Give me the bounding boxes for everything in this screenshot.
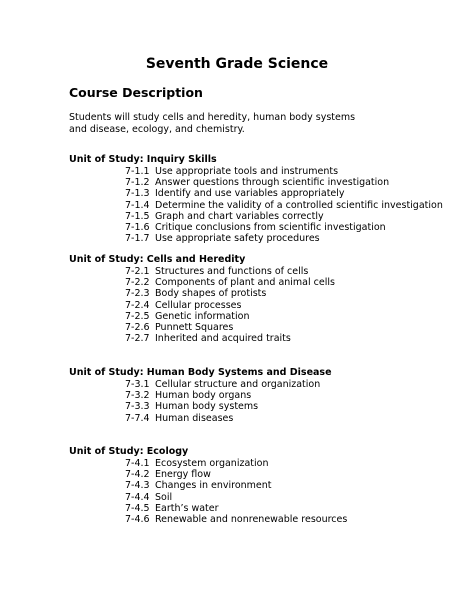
item-code: 7-1.3 — [125, 188, 150, 200]
unit-item-list — [69, 379, 332, 424]
course-description-text: Students will study cells and heredity, human body systems and disease, ecology, and chemistry. — [69, 112, 356, 135]
item-code: 7-1.5 — [125, 210, 150, 222]
list-item — [125, 288, 335, 299]
item-code: 7-2.7 — [125, 333, 150, 345]
item-text: Graph and chart variables correctly — [155, 210, 324, 222]
item-text: Answer questions through scientific investigation — [155, 177, 390, 189]
unit-inquiry-skills — [69, 154, 443, 244]
item-text: Use appropriate tools and instruments — [155, 166, 339, 177]
item-code: 7-4.6 — [125, 514, 150, 526]
list-item — [125, 390, 332, 401]
unit-cells-and-heredity — [69, 254, 335, 344]
item-text: Inherited and acquired traits — [155, 333, 291, 345]
item-text: Human diseases — [155, 412, 234, 424]
list-item — [125, 492, 347, 503]
unit-item-list — [69, 458, 347, 525]
unit-item-list — [69, 266, 335, 344]
item-code: 7-2.4 — [125, 299, 150, 311]
list-item — [125, 379, 332, 390]
item-code: 7-2.6 — [125, 322, 150, 334]
unit-heading: Unit of Study: Ecology — [69, 446, 189, 457]
unit-heading: Unit of Study: Human Body Systems and Disease — [69, 367, 332, 378]
unit-heading: Unit of Study: Cells and Heredity — [69, 254, 246, 265]
list-item — [125, 177, 443, 188]
course-description-heading: Course Description — [69, 85, 203, 100]
item-text: Ecosystem organization — [155, 458, 269, 469]
item-code: 7-1.2 — [125, 177, 150, 189]
item-text: Earth’s water — [155, 502, 219, 514]
item-text: Punnett Squares — [155, 322, 234, 334]
list-item — [125, 233, 443, 244]
list-item — [125, 514, 347, 525]
unit-heading: Unit of Study: Inquiry Skills — [69, 154, 217, 165]
item-text: Human body systems — [155, 401, 259, 413]
item-code: 7-3.2 — [125, 390, 150, 402]
list-item — [125, 469, 347, 480]
item-text: Body shapes of protists — [155, 288, 267, 300]
item-text: Genetic information — [155, 310, 250, 322]
list-item — [125, 503, 347, 514]
list-item — [125, 322, 335, 333]
list-item — [125, 300, 335, 311]
item-text: Components of plant and animal cells — [155, 277, 335, 289]
item-text: Cellular structure and organization — [155, 379, 321, 390]
item-code: 7-3.1 — [125, 379, 150, 390]
item-text: Cellular processes — [155, 299, 242, 311]
item-text: Renewable and nonrenewable resources — [155, 514, 348, 526]
item-text: Energy flow — [155, 469, 211, 481]
item-text: Structures and functions of cells — [155, 266, 309, 277]
item-code: 7-4.4 — [125, 491, 150, 503]
item-code: 7-3.3 — [125, 401, 150, 413]
item-code: 7-4.5 — [125, 502, 150, 514]
item-code: 7-7.4 — [125, 412, 150, 424]
item-code: 7-2.5 — [125, 310, 150, 322]
item-code: 7-2.1 — [125, 266, 150, 277]
item-code: 7-4.3 — [125, 480, 150, 492]
item-text: Use appropriate safety procedures — [155, 233, 320, 245]
item-code: 7-2.3 — [125, 288, 150, 300]
item-code: 7-1.7 — [125, 233, 150, 245]
list-item — [125, 480, 347, 491]
unit-item-list — [69, 166, 443, 244]
item-text: Changes in environment — [155, 480, 272, 492]
list-item — [125, 277, 335, 288]
list-item — [125, 222, 443, 233]
item-text: Human body organs — [155, 390, 252, 402]
item-text: Identify and use variables appropriately — [155, 188, 345, 200]
page-title: Seventh Grade Science — [145, 56, 329, 72]
item-text: Soil — [155, 491, 173, 503]
item-code: 7-1.4 — [125, 199, 150, 211]
item-code: 7-1.1 — [125, 166, 150, 177]
item-code: 7-1.6 — [125, 222, 150, 234]
list-item — [125, 311, 335, 322]
item-code: 7-4.1 — [125, 458, 150, 469]
list-item — [125, 211, 443, 222]
item-code: 7-2.2 — [125, 277, 150, 289]
list-item — [125, 188, 443, 199]
unit-human-body-systems-and-disease — [69, 367, 332, 424]
list-item — [125, 413, 332, 424]
list-item — [125, 266, 335, 277]
item-text: Critique conclusions from scientific investigation — [155, 222, 386, 234]
list-item — [125, 333, 335, 344]
list-item — [125, 401, 332, 412]
list-item — [125, 166, 443, 177]
item-text: Determine the validity of a controlled scientific investigation — [155, 199, 443, 211]
list-item — [125, 200, 443, 211]
item-code: 7-4.2 — [125, 469, 150, 481]
unit-ecology — [69, 446, 347, 525]
list-item — [125, 458, 347, 469]
